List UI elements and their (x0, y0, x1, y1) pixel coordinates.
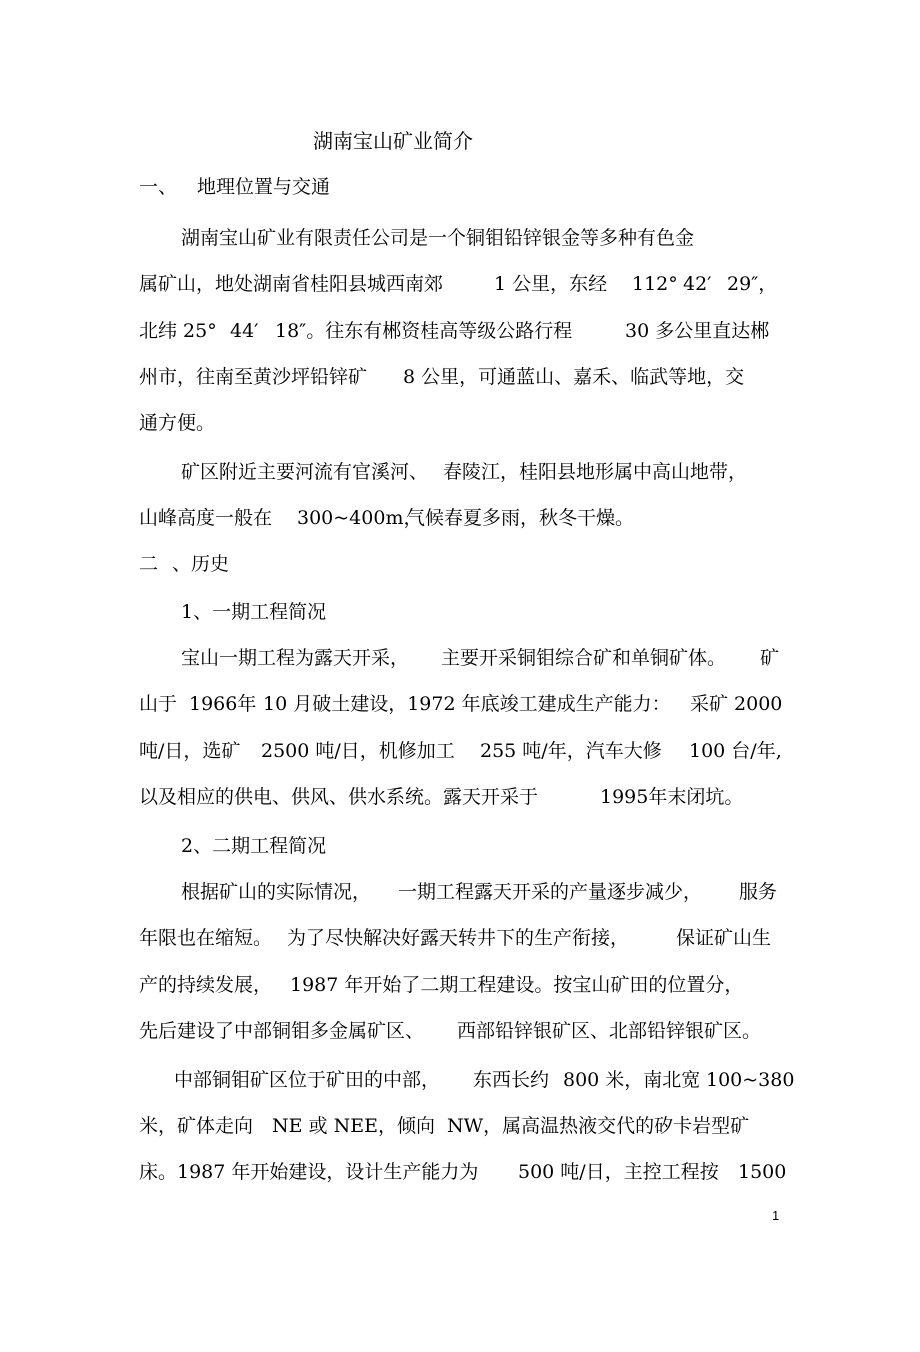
paragraph-1-line-4 (0, 357, 920, 397)
text-segment: 北纬 25° (139, 320, 217, 342)
text-segment: 西部铅锌银矿区、北部铅锌银矿区。 (457, 1020, 762, 1042)
paragraph-4-line-1 (0, 872, 920, 912)
text-segment: 根据矿山的实际情况， (181, 881, 372, 903)
paragraph-3-line-1 (0, 638, 920, 678)
title-text: 湖南宝山矿业简介 (313, 129, 473, 153)
text-segment: 春陵江，桂阳县地形属中高山地带， (443, 461, 748, 483)
text-segment: 保证矿山生 (676, 927, 772, 949)
text-segment: 服务 (739, 881, 778, 903)
text-segment: 500 吨/日，主控工程按 (518, 1161, 719, 1183)
text-segment: 先后建设了中部铜钼多金属矿区、 (139, 1020, 425, 1042)
text-segment: 1500 (738, 1161, 787, 1183)
text-segment: 中部铜钼矿区位于矿田的中部， (174, 1069, 441, 1091)
text-segment: 矿 (760, 647, 780, 669)
subheading-2 (0, 826, 920, 866)
heading-2-number: 二 (139, 553, 159, 575)
text-segment: 床。1987 年开始建设，设计生产能力为 (139, 1161, 479, 1183)
text-segment: 1 公里，东经 (494, 273, 608, 295)
text-segment: 产的持续发展， (139, 974, 273, 996)
paragraph-5-line-1 (0, 1060, 920, 1100)
text-segment: 东西长约 (473, 1069, 550, 1091)
text-segment: 1995年末闭坑。 (600, 786, 744, 808)
text-segment: 属矿山，地处湖南省桂阳县城西南郊 (139, 273, 444, 295)
subheading-1 (0, 592, 920, 632)
text-segment: 18″。往东有郴资桂高等级公路行程 (275, 320, 573, 342)
text-segment: 255 吨/年，汽车大修 (480, 740, 662, 762)
text-segment: 矿区附近主要河流有官溪河、 (181, 461, 429, 483)
text-segment: 44′ (230, 320, 259, 342)
paragraph-4-line-3 (0, 965, 920, 1005)
paragraph-5-line-3 (0, 1152, 920, 1192)
text-segment: 30 多公里直达郴 (625, 320, 770, 342)
text-segment: 1966年 (189, 693, 257, 715)
text-segment: 山峰高度一般在 (139, 507, 273, 529)
text-segment: 州市，往南至黄沙坪铅锌矿 (139, 366, 368, 388)
heading-1-number: 一、 (139, 176, 178, 198)
text-segment: 100~380 (706, 1069, 795, 1091)
document-title (0, 121, 920, 161)
text-segment: NE 或 NEE，倾向 (272, 1115, 435, 1137)
paragraph-1-line-2 (0, 264, 920, 304)
text-segment: 山于 (139, 693, 178, 715)
heading-1 (0, 167, 920, 207)
paragraph-3-line-3 (0, 731, 920, 771)
text-segment: 8 公里，可通蓝山、嘉禾、临武等地，交 (403, 366, 745, 388)
text-segment: 以及相应的供电、供风、供水系统。露天开采于 (139, 786, 539, 808)
text-segment: 采矿 2000 (690, 693, 783, 715)
text-segment: 吨/日，选矿 (139, 740, 241, 762)
paragraph-4-line-4 (0, 1011, 920, 1051)
text-segment: 湖南宝山矿业有限责任公司是一个铜钼铅锌银金等多种有色金 (181, 227, 695, 249)
heading-2 (0, 544, 920, 584)
heading-2-text: 、历史 (172, 553, 230, 575)
paragraph-2-line-1 (0, 452, 920, 492)
paragraph-2-line-2 (0, 498, 920, 538)
text-segment: 800 米，南北宽 (563, 1069, 701, 1091)
page-number: 1 (772, 1208, 780, 1223)
paragraph-3-line-2 (0, 684, 920, 724)
text-segment: 100 台/年, (689, 740, 782, 762)
text-segment: 宝山一期工程为露天开采， (181, 647, 410, 669)
text-segment: 10 月破土建设，1972 年底竣工建成生产能力： (263, 693, 671, 715)
paragraph-3-line-4 (0, 777, 920, 817)
paragraph-5-line-2 (0, 1106, 920, 1146)
subheading-2-text: 2、二期工程简况 (181, 835, 327, 857)
text-segment: 通方便。 (139, 412, 216, 434)
paragraph-1-line-5 (0, 403, 920, 443)
text-segment: 42′ (683, 273, 712, 295)
paragraph-1-line-3 (0, 311, 920, 351)
paragraph-1-line-1 (0, 218, 920, 258)
text-segment: 1987 年开始了二期工程建设。按宝山矿田的位置分， (290, 974, 744, 996)
heading-1-text: 地理位置与交通 (197, 176, 331, 198)
text-segment: 2500 吨/日，机修加工 (261, 740, 455, 762)
paragraph-4-line-2 (0, 918, 920, 958)
text-segment: 300~400m， (297, 507, 423, 529)
text-segment: 米，矿体走向 (139, 1115, 254, 1137)
text-segment: 主要开采铜钼综合矿和单铜矿体。 (441, 647, 727, 669)
text-segment: 112° (632, 273, 678, 295)
text-segment: NW，属高温热液交代的矽卡岩型矿 (447, 1115, 750, 1137)
text-segment: 年限也在缩短。 (139, 927, 273, 949)
text-segment: 29″， (727, 273, 778, 295)
text-segment: 气候春夏多雨，秋冬干燥。 (406, 507, 635, 529)
text-segment: 一期工程露天开采的产量逐步减少， (398, 881, 703, 903)
subheading-1-text: 1、一期工程简况 (181, 601, 327, 623)
text-segment: 为了尽快解决好露天转井下的生产衔接， (287, 927, 630, 949)
